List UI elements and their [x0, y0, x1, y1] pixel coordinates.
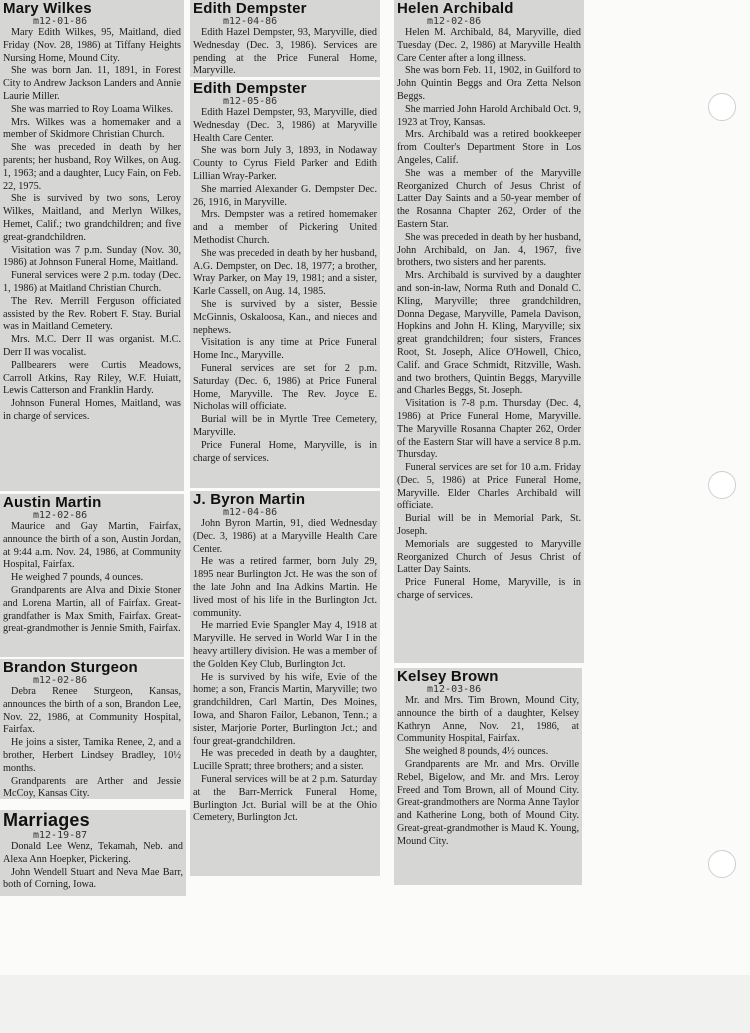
clipping-heading: Edith Dempster [193, 0, 307, 17]
clipping-heading: Austin Martin [3, 494, 102, 511]
handwritten-date: m12-04-86 [223, 507, 278, 518]
paragraph: She is survived by a sister, Bessie McGinnis, Oskaloosa, Kan., and nieces and nephews. [193, 298, 377, 336]
paragraph: He married Evie Spangler May 4, 1918 at Maryville. He served in World War I in the heavy artillery division. He was a member of the Golden Key Club, Burlington Jct. [193, 620, 377, 670]
clipping-kelsey-brown [394, 668, 582, 885]
paragraph: He joins a sister, Tamika Renee, 2, and a brother, Herbert Lindsey Bradley, 10½ months. [3, 737, 181, 774]
paragraph: Maurice and Gay Martin, Fairfax, announce the birth of a son, Austin Jordan, at 9:44 a.m. Nov. 24, 1986, at Community Hospital, Fairfax. [3, 521, 181, 571]
paragraph: Mrs. Archibald is survived by a daughter and son-in-law, Norma Ruth and Donald C. Kling, Maryville; three grandchildren, Donna Degase, Maryville, Pamela Davison, Hopkins and John H. Kling, Maryville; six great grandchildren; four sisters, Frances Root, St. Joseph, Alice O'Howell, Chico, Calif. and Grace Schmidt, Ritzville, Wash. and two brothers, Quintin Beggs, Maryville and Charles Beggs, St. Joseph. [397, 270, 581, 397]
paragraph: Price Funeral Home, Maryville, is in charge of services. [397, 577, 581, 602]
paragraph: She married John Harold Archibald Oct. 9, 1923 at Troy, Kansas. [397, 103, 581, 128]
paragraph: Funeral services were 2 p.m. today (Dec. 1, 1986) at Maitland Christian Church. [3, 270, 181, 294]
paragraph: Funeral services are set for 10 a.m. Friday (Dec. 5, 1986) at Price Funeral Home, Maryville. Elder Charles Archibald will officiate. [397, 462, 581, 512]
paragraph: She was preceded in death by her husband, A.G. Dempster, on Dec. 18, 1977; a brother, Wray Parker, on May 19, 1981; and a sister, Karle Cassell, on Aug. 14, 1985. [193, 247, 377, 298]
paragraph: She was born Jan. 11, 1891, in Forest City to Andrew Jackson Landers and Annie Laurie Miller. [3, 65, 181, 102]
paragraph: Funeral services will be at 2 p.m. Saturday at the Barr-Merrick Funeral Home, Burlington Jct. Burial will be at the Ohio Cemetery, Burlington Jct. [193, 773, 377, 824]
clipping-heading: Edith Dempster [193, 80, 307, 97]
paragraph: Memorials are suggested to Maryville Reorganized Church of Jesus Christ of Latter Day Saints. [397, 538, 581, 576]
clipping-austin-martin [0, 494, 184, 657]
paragraph: She was preceded in death by her husband, John Archibald, on Jan. 4, 1967, five brothers, two sisters and her parents. [397, 231, 581, 269]
paragraph: He was preceded in death by a daughter, Lucille Spratt; three brothers; and a sister. [193, 748, 377, 773]
clipping-heading: Marriages [3, 810, 90, 830]
paragraph: Helen M. Archibald, 84, Maryville, died Tuesday (Dec. 2, 1986) at Maryville Health Care Center after a long illness. [397, 27, 581, 64]
paragraph: Mrs. Dempster was a retired homemaker and a member of Pickering United Methodist Church. [193, 209, 377, 246]
clipping-heading: Brandon Sturgeon [3, 659, 138, 676]
handwritten-date: m12-02-86 [33, 510, 88, 521]
paragraph: Edith Hazel Dempster, 93, Maryville, died Wednesday (Dec. 3, 1986). Services are pending at the Price Funeral Home, Maryville. [193, 27, 377, 77]
paragraph: She was a member of the Maryville Reorganized Church of Jesus Christ of Latter Day Saints and a 50-year member of the Rosanna Chapter 262, Order of the Eastern Star. [397, 167, 581, 230]
paragraph: Debra Renee Sturgeon, Kansas, announces the birth of a son, Brandon Lee, Nov. 22, 1986, at Community Hospital, Fairfax. [3, 686, 181, 736]
clipping-heading: Kelsey Brown [397, 668, 499, 685]
paragraph: Donald Lee Wenz, Tekamah, Neb. and Alexa Ann Hoepker, Pickering. [3, 841, 183, 865]
paragraph: He weighed 7 pounds, 4 ounces. [11, 572, 144, 584]
paragraph: Mary Edith Wilkes, 95, Maitland, died Friday (Nov. 28, 1986) at Tiffany Heights Nursing Home, Mound City. [3, 27, 181, 64]
paragraph: Mrs. Wilkes was a homemaker and a member of Skidmore Christian Church. [3, 116, 181, 141]
handwritten-date: m12-01-86 [33, 16, 88, 27]
paragraph: He is survived by his wife, Evie of the home; a son, Francis Martin, Maryville; two grandchildren, Carl Martin, Des Moines, Iowa, and Sharon Failor, Lebanon, Tenn.; a sister, Marjorie Porter, Burlington Jct.; and four great-grandchildren. [193, 671, 377, 747]
paragraph: John Byron Martin, 91, died Wednesday (Dec. 3, 1986) at a Maryville Health Care Center. [193, 518, 377, 555]
paragraph: She married Alexander G. Dempster Dec. 26, 1916, in Maryville. [193, 183, 377, 208]
binder-hole-top [708, 93, 736, 121]
paragraph: She weighed 8 pounds, 4½ ounces. [405, 746, 549, 758]
paragraph: Visitation is any time at Price Funeral Home Inc., Maryville. [193, 337, 377, 362]
binder-hole-middle [708, 471, 736, 499]
paragraph: Burial will be in Myrtle Tree Cemetery, Maryville. [193, 414, 377, 438]
handwritten-date: m12-19-87 [33, 830, 88, 841]
handwritten-date: m12-05-86 [223, 96, 278, 107]
clipping-edith-dempster-notice [190, 0, 380, 77]
paragraph: She was married to Roy Loama Wilkes. [11, 103, 174, 115]
paragraph: Mrs. Archibald was a retired bookkeeper from Coulter's Department Store in Los Angeles, Calif. [397, 129, 581, 166]
paragraph: Mrs. M.C. Derr II was organist. M.C. Derr II was vocalist. [3, 334, 181, 358]
clipping-mary-wilkes [0, 0, 184, 491]
handwritten-date: m12-03-86 [427, 684, 482, 695]
paragraph: She is survived by two sons, Leroy Wilkes, Maitland, and Merlyn Wilkes, Hemet, Calif.; two grandchildren; and five great-grandchildren. [3, 193, 181, 243]
paragraph: Grandparents are Mr. and Mrs. Orville Rebel, Bigelow, and Mr. and Mrs. Leroy Freed and Tom Brown, all of Mound City. Great-grandmothers are Norma Anne Taylor and Katherine Long, both of Mound City. Great-great-grandmother is Maud K. Young, Mound City. [397, 758, 579, 847]
paragraph: Funeral services are set for 2 p.m. Saturday (Dec. 6, 1986) at Price Funeral Home, Maryville. The Rev. Joyce E. Nicholas will officiate. [193, 362, 377, 413]
clipping-edith-dempster-obituary [190, 80, 380, 488]
paragraph: Mr. and Mrs. Tim Brown, Mound City, announce the birth of a daughter, Kelsey Kathryn Anne, Nov. 21, 1986, at Community Hospital, Fairfax. [397, 695, 579, 745]
paragraph: She was preceded in death by her parents; her husband, Roy Wilkes, on Aug. 1, 1963; and a daughter, Lucy Fain, on Feb. 22, 1975. [3, 142, 181, 192]
clipping-heading: Helen Archibald [397, 0, 514, 17]
binder-hole-bottom [708, 850, 736, 878]
clipping-brandon-sturgeon [0, 659, 184, 799]
paragraph: Grandparents are Arther and Jessie McCoy, Kansas City. [3, 775, 181, 799]
paragraph: She was born Feb. 11, 1902, in Guilford to John Quintin Beggs and Ora Zetta Nelson Beggs. [397, 65, 581, 102]
paragraph: Price Funeral Home, Maryville, is in charge of services. [193, 439, 377, 464]
paragraph: Grandparents are Alva and Dixie Stoner and Lorena Martin, all of Fairfax. Great-grandfather is Max Smith, Fairfax. Great-great-grandmother is Jennie Smith, Fairfax. [3, 584, 181, 635]
paragraph: Burial will be in Memorial Park, St. Joseph. [397, 513, 581, 538]
handwritten-date: m12-02-86 [427, 16, 482, 27]
paragraph: Visitation is 7-8 p.m. Thursday (Dec. 4, 1986) at Price Funeral Home, Maryville. The Maryville Rosanna Chapter 262, Order of the Eastern Star will have a service 8 p.m. Thursday. [397, 398, 581, 461]
clipping-marriages [0, 810, 186, 896]
clipping-heading: Mary Wilkes [3, 0, 92, 17]
handwritten-date: m12-02-86 [33, 675, 88, 686]
clipping-heading: J. Byron Martin [193, 491, 306, 508]
paragraph: Edith Hazel Dempster, 93, Maryville, died Wednesday (Dec. 3, 1986) at Maryville Health Care Center. [193, 107, 377, 144]
paragraph: The Rev. Merrill Ferguson officiated assisted by the Rev. Robert F. Stay. Burial was in Maitland Cemetery. [3, 295, 181, 333]
handwritten-date: m12-04-86 [223, 16, 278, 27]
paragraph: Pallbearers were Curtis Meadows, Carroll Atkins, Ray Riley, W.F. Huiatt, Lewis Catterson and Franklin Hardy. [3, 359, 181, 397]
paragraph: He was a retired farmer, born July 29, 1895 near Burlington Jct. He was the son of the late John and Ina Adkins Martin. He lived most of his life in the Burlington Jct. community. [193, 556, 377, 619]
clipping-j-byron-martin [190, 491, 380, 876]
paragraph: Johnson Funeral Homes, Maitland, was in charge of services. [3, 398, 181, 422]
paragraph: She was born July 3, 1893, in Nodaway County to Cyrus Field Parker and Edith Lillian Wray-Parker. [193, 145, 377, 182]
paragraph: John Wendell Stuart and Neva Mae Barr, both of Corning, Iowa. [3, 866, 183, 891]
paragraph: Visitation was 7 p.m. Sunday (Nov. 30, 1986) at Johnson Funeral Home, Maitland. [3, 244, 181, 269]
clipping-helen-archibald [394, 0, 584, 663]
page-bottom-margin [0, 975, 750, 1033]
